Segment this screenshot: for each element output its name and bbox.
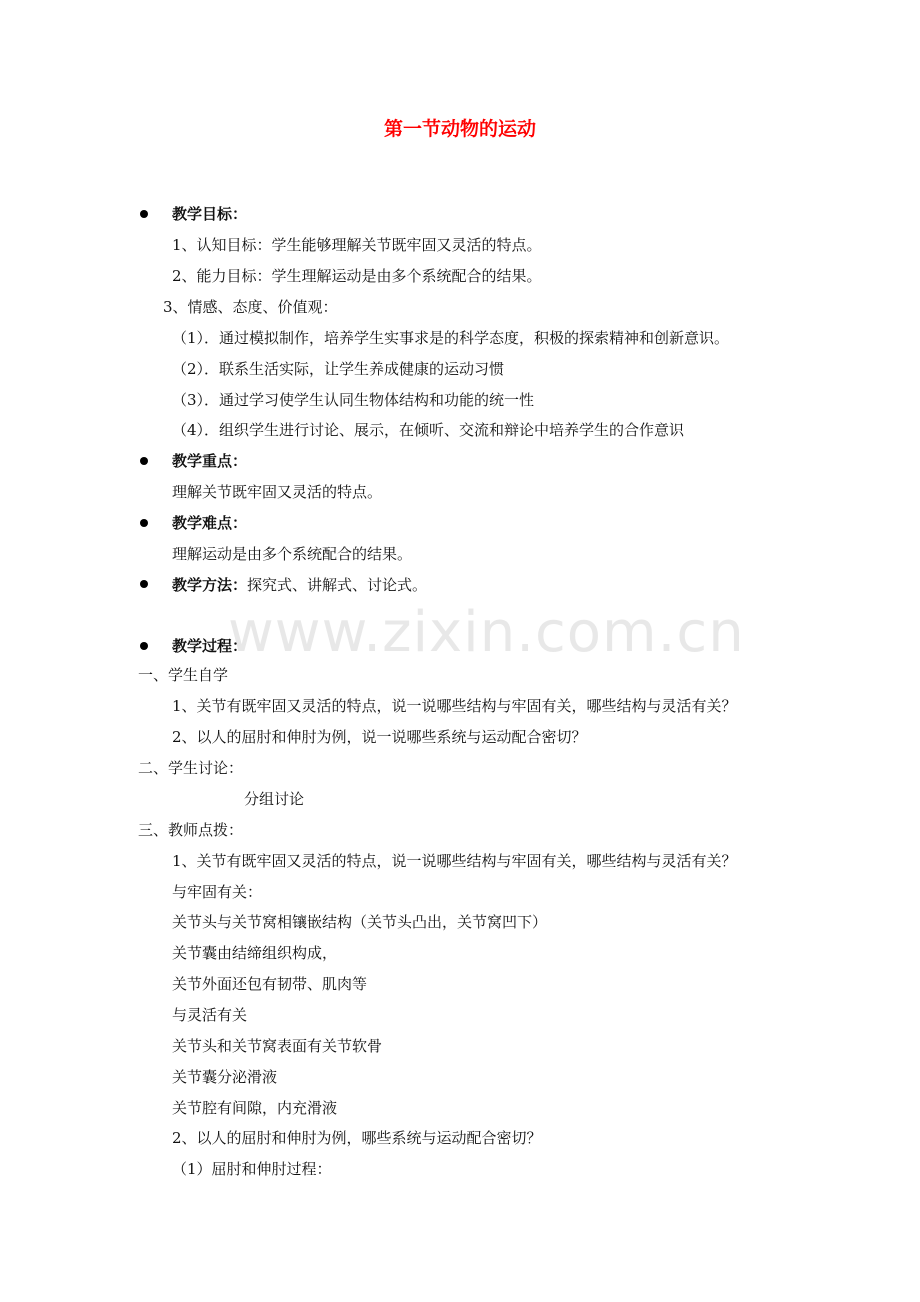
- method-line: [172, 575, 427, 595]
- value-item: （1）．通过模拟制作，培养学生实事求是的科学态度，积极的探索精神和创新意识。: [172, 329, 730, 347]
- page-title: 第一节动物的运动: [383, 118, 536, 140]
- bullet-icon: [140, 580, 148, 588]
- bullet-icon: [140, 210, 148, 218]
- bullet-icon: [140, 642, 148, 650]
- section-3-line: 关节腔有间隙，内充滑液: [172, 1099, 338, 1117]
- section-3-line: 关节外面还包有韧带、肌肉等: [172, 975, 368, 993]
- difficulty-text: 理解运动是由多个系统配合的结果。: [172, 545, 413, 563]
- section-3-line: 1、关节有既牢固又灵活的特点，说一说哪些结构与牢固有关，哪些结构与灵活有关？: [172, 852, 737, 870]
- objective-item: 3、情感、态度、价值观：: [163, 298, 338, 316]
- difficulty-heading: 教学难点：: [172, 514, 248, 532]
- section-1-title: 一、学生自学: [138, 666, 229, 684]
- value-item: （4）．组织学生进行讨论、展示，在倾听、交流和辩论中培养学生的合作意识: [172, 421, 685, 439]
- value-item: （3）．通过学习使学生认同生物体结构和功能的统一性: [172, 391, 535, 409]
- section-1-item: 1、关节有既牢固又灵活的特点，说一说哪些结构与牢固有关，哪些结构与灵活有关？: [172, 697, 737, 715]
- bullet-icon: [140, 457, 148, 465]
- process-heading: 教学过程：: [172, 637, 248, 655]
- section-3-line: 关节囊分泌滑液: [172, 1068, 278, 1086]
- section-3-line: （1）屈肘和伸肘过程：: [172, 1160, 332, 1178]
- objectives-heading: 教学目标：: [172, 205, 248, 223]
- method-heading: 教学方法：: [172, 576, 248, 594]
- objective-item: 1、认知目标：学生能够理解关节既牢固又灵活的特点。: [172, 236, 542, 254]
- section-3-line: 关节头与关节窝相镶嵌结构（关节头凸出，关节窝凹下）: [172, 913, 548, 931]
- section-3-line: 关节头和关节窝表面有关节软骨: [172, 1037, 383, 1055]
- watermark: www.zixin.com.cn: [228, 600, 745, 665]
- key-point-heading: 教学重点：: [172, 452, 248, 470]
- section-1-item: 2、以人的屈肘和伸肘为例，说一说哪些系统与运动配合密切？: [172, 728, 587, 746]
- section-3-line: 与牢固有关：: [172, 883, 263, 901]
- section-3-line: 与灵活有关: [172, 1006, 248, 1024]
- key-point-text: 理解关节既牢固又灵活的特点。: [172, 483, 383, 501]
- method-text: 探究式、讲解式、讨论式。: [247, 576, 428, 594]
- section-3-line: 2、以人的屈肘和伸肘为例，哪些系统与运动配合密切？: [172, 1129, 542, 1147]
- bullet-icon: [140, 519, 148, 527]
- value-item: （2）．联系生活实际，让学生养成健康的运动习惯: [172, 360, 505, 378]
- section-2-text: 分组讨论: [244, 790, 305, 808]
- objective-item: 2、能力目标：学生理解运动是由多个系统配合的结果。: [172, 267, 542, 285]
- section-3-line: 关节囊由结缔组织构成，: [172, 944, 338, 962]
- section-3-title: 三、教师点拨：: [138, 821, 244, 839]
- section-2-title: 二、学生讨论：: [138, 759, 244, 777]
